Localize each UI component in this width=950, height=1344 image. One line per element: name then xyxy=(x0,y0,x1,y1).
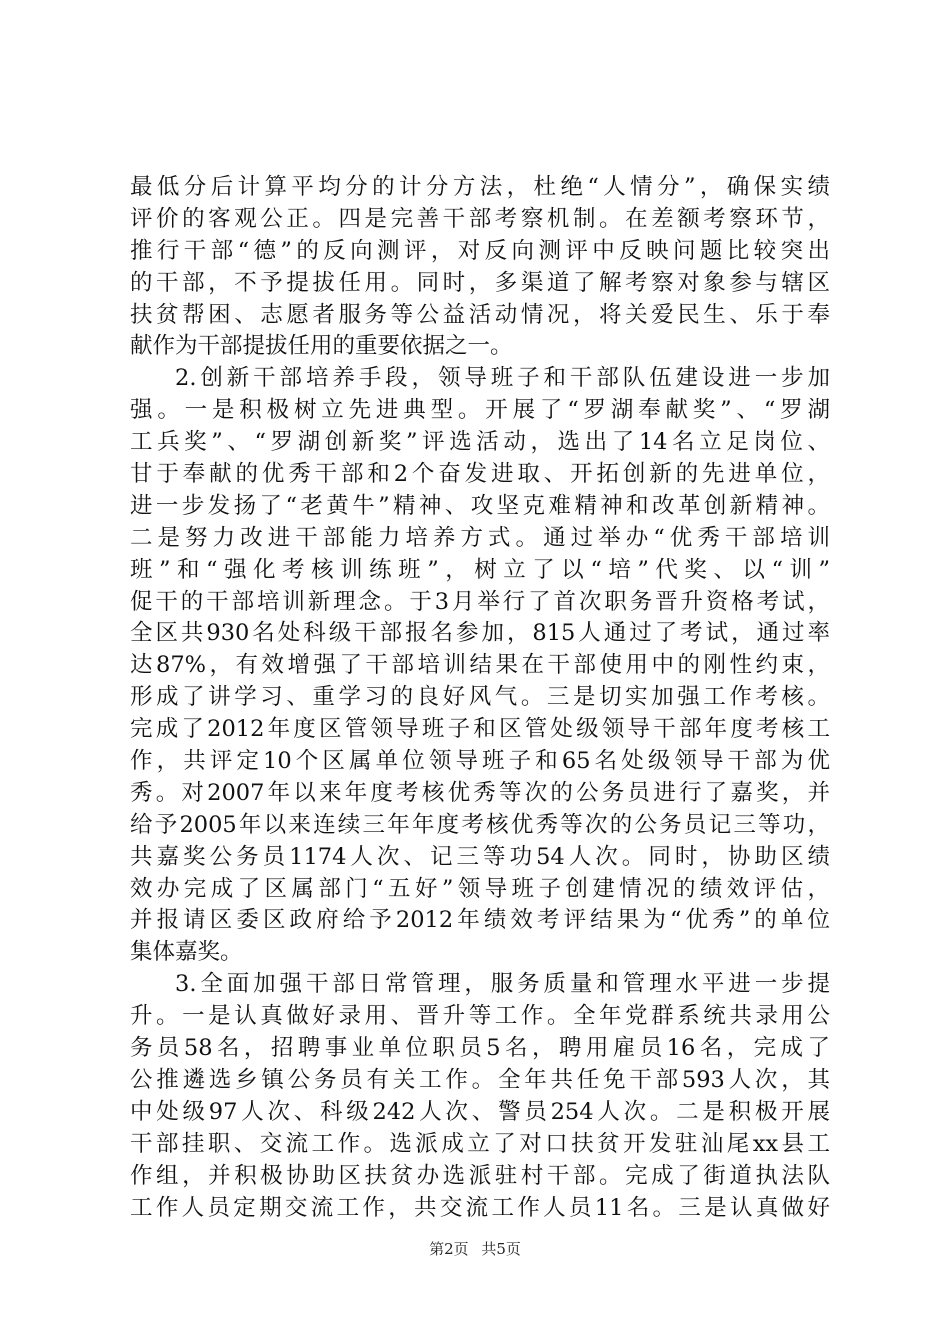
text-line: 全区共930名处科级干部报名参加，815人通过了考试，通过率 xyxy=(130,620,830,647)
text-line: 强。一是积极树立先进典型。开展了“罗湖奉献奖”、“罗湖 xyxy=(130,397,830,424)
text-line: 作组，并积极协助区扶贫办选派驻村干部。完成了街道执法队 xyxy=(130,1162,830,1189)
text-line: 评价的客观公正。四是完善干部考察机制。在差额考察环节， xyxy=(130,205,830,232)
page-footer xyxy=(0,1239,950,1259)
text-line: 形成了讲学习、重学习的良好风气。三是切实加强工作考核。 xyxy=(130,684,830,711)
page-total: 共5页 xyxy=(481,1240,521,1258)
text-line: 扶贫帮困、志愿者服务等公益活动情况，将关爱民生、乐于奉 xyxy=(130,301,830,328)
text-line: 中处级97人次、科级242人次、警员254人次。二是积极开展 xyxy=(130,1098,830,1125)
text-line: 工作人员定期交流工作，共交流工作人员11名。三是认真做好 xyxy=(130,1194,830,1221)
text-line: 进一步发扬了“老黄牛”精神、攻坚克难精神和改革创新精神。 xyxy=(130,492,830,519)
text-line: 二是努力改进干部能力培养方式。通过举办“优秀干部培训 xyxy=(130,524,830,551)
page-number: 第2页 xyxy=(429,1240,469,1258)
text-line: 共嘉奖公务员1174人次、记三等功54人次。同时，协助区绩 xyxy=(130,843,830,870)
text-line: 完成了2012年度区管领导班子和区管处级领导干部年度考核工 xyxy=(130,716,830,743)
text-line: 公推遴选乡镇公务员有关工作。全年共任免干部593人次，其 xyxy=(130,1066,830,1093)
body-text xyxy=(130,172,830,1224)
text-line: 并报请区委区政府给予2012年绩效考评结果为“优秀”的单位 xyxy=(130,907,830,934)
text-line: 给予2005年以来连续三年年度考核优秀等次的公务员记三等功， xyxy=(130,811,830,838)
text-line: 推行干部“德”的反向测评，对反向测评中反映问题比较突出 xyxy=(130,237,830,264)
text-line: 效办完成了区属部门“五好”领导班子创建情况的绩效评估， xyxy=(130,875,830,902)
text-line: 甘于奉献的优秀干部和2个奋发进取、开拓创新的先进单位， xyxy=(130,461,830,488)
text-line: 作，共评定10个区属单位领导班子和65名处级领导干部为优 xyxy=(130,748,830,775)
text-line: 干部挂职、交流工作。选派成立了对口扶贫开发驻汕尾xx县工 xyxy=(130,1130,830,1157)
text-line: 2.创新干部培养手段，领导班子和干部队伍建设进一步加 xyxy=(175,365,830,392)
text-line: 促干的干部培训新理念。于3月举行了首次职务晋升资格考试， xyxy=(130,588,830,615)
text-line: 达87%，有效增强了干部培训结果在干部使用中的刚性约束， xyxy=(130,652,830,679)
text-line: 最低分后计算平均分的计分方法，杜绝“人情分”，确保实绩 xyxy=(130,174,830,200)
text-line: 的干部，不予提拔任用。同时，多渠道了解考察对象参与辖区 xyxy=(130,269,830,296)
text-line: 献作为干部提拔任用的重要依据之一。 xyxy=(130,333,513,360)
text-line: 工兵奖”、“罗湖创新奖”评选活动，选出了14名立足岗位、 xyxy=(130,429,830,456)
text-line: 务员58名，招聘事业单位职员5名，聘用雇员16名，完成了 xyxy=(130,1035,830,1062)
text-line: 3.全面加强干部日常管理，服务质量和管理水平进一步提 xyxy=(175,971,830,998)
text-line: 班”和“强化考核训练班”，树立了以“培”代奖、以“训” xyxy=(130,556,830,583)
text-line: 秀。对2007年以来年度考核优秀等次的公务员进行了嘉奖，并 xyxy=(130,779,830,806)
text-line: 升。一是认真做好录用、晋升等工作。全年党群系统共录用公 xyxy=(130,1003,830,1030)
text-line: 集体嘉奖。 xyxy=(130,939,243,966)
